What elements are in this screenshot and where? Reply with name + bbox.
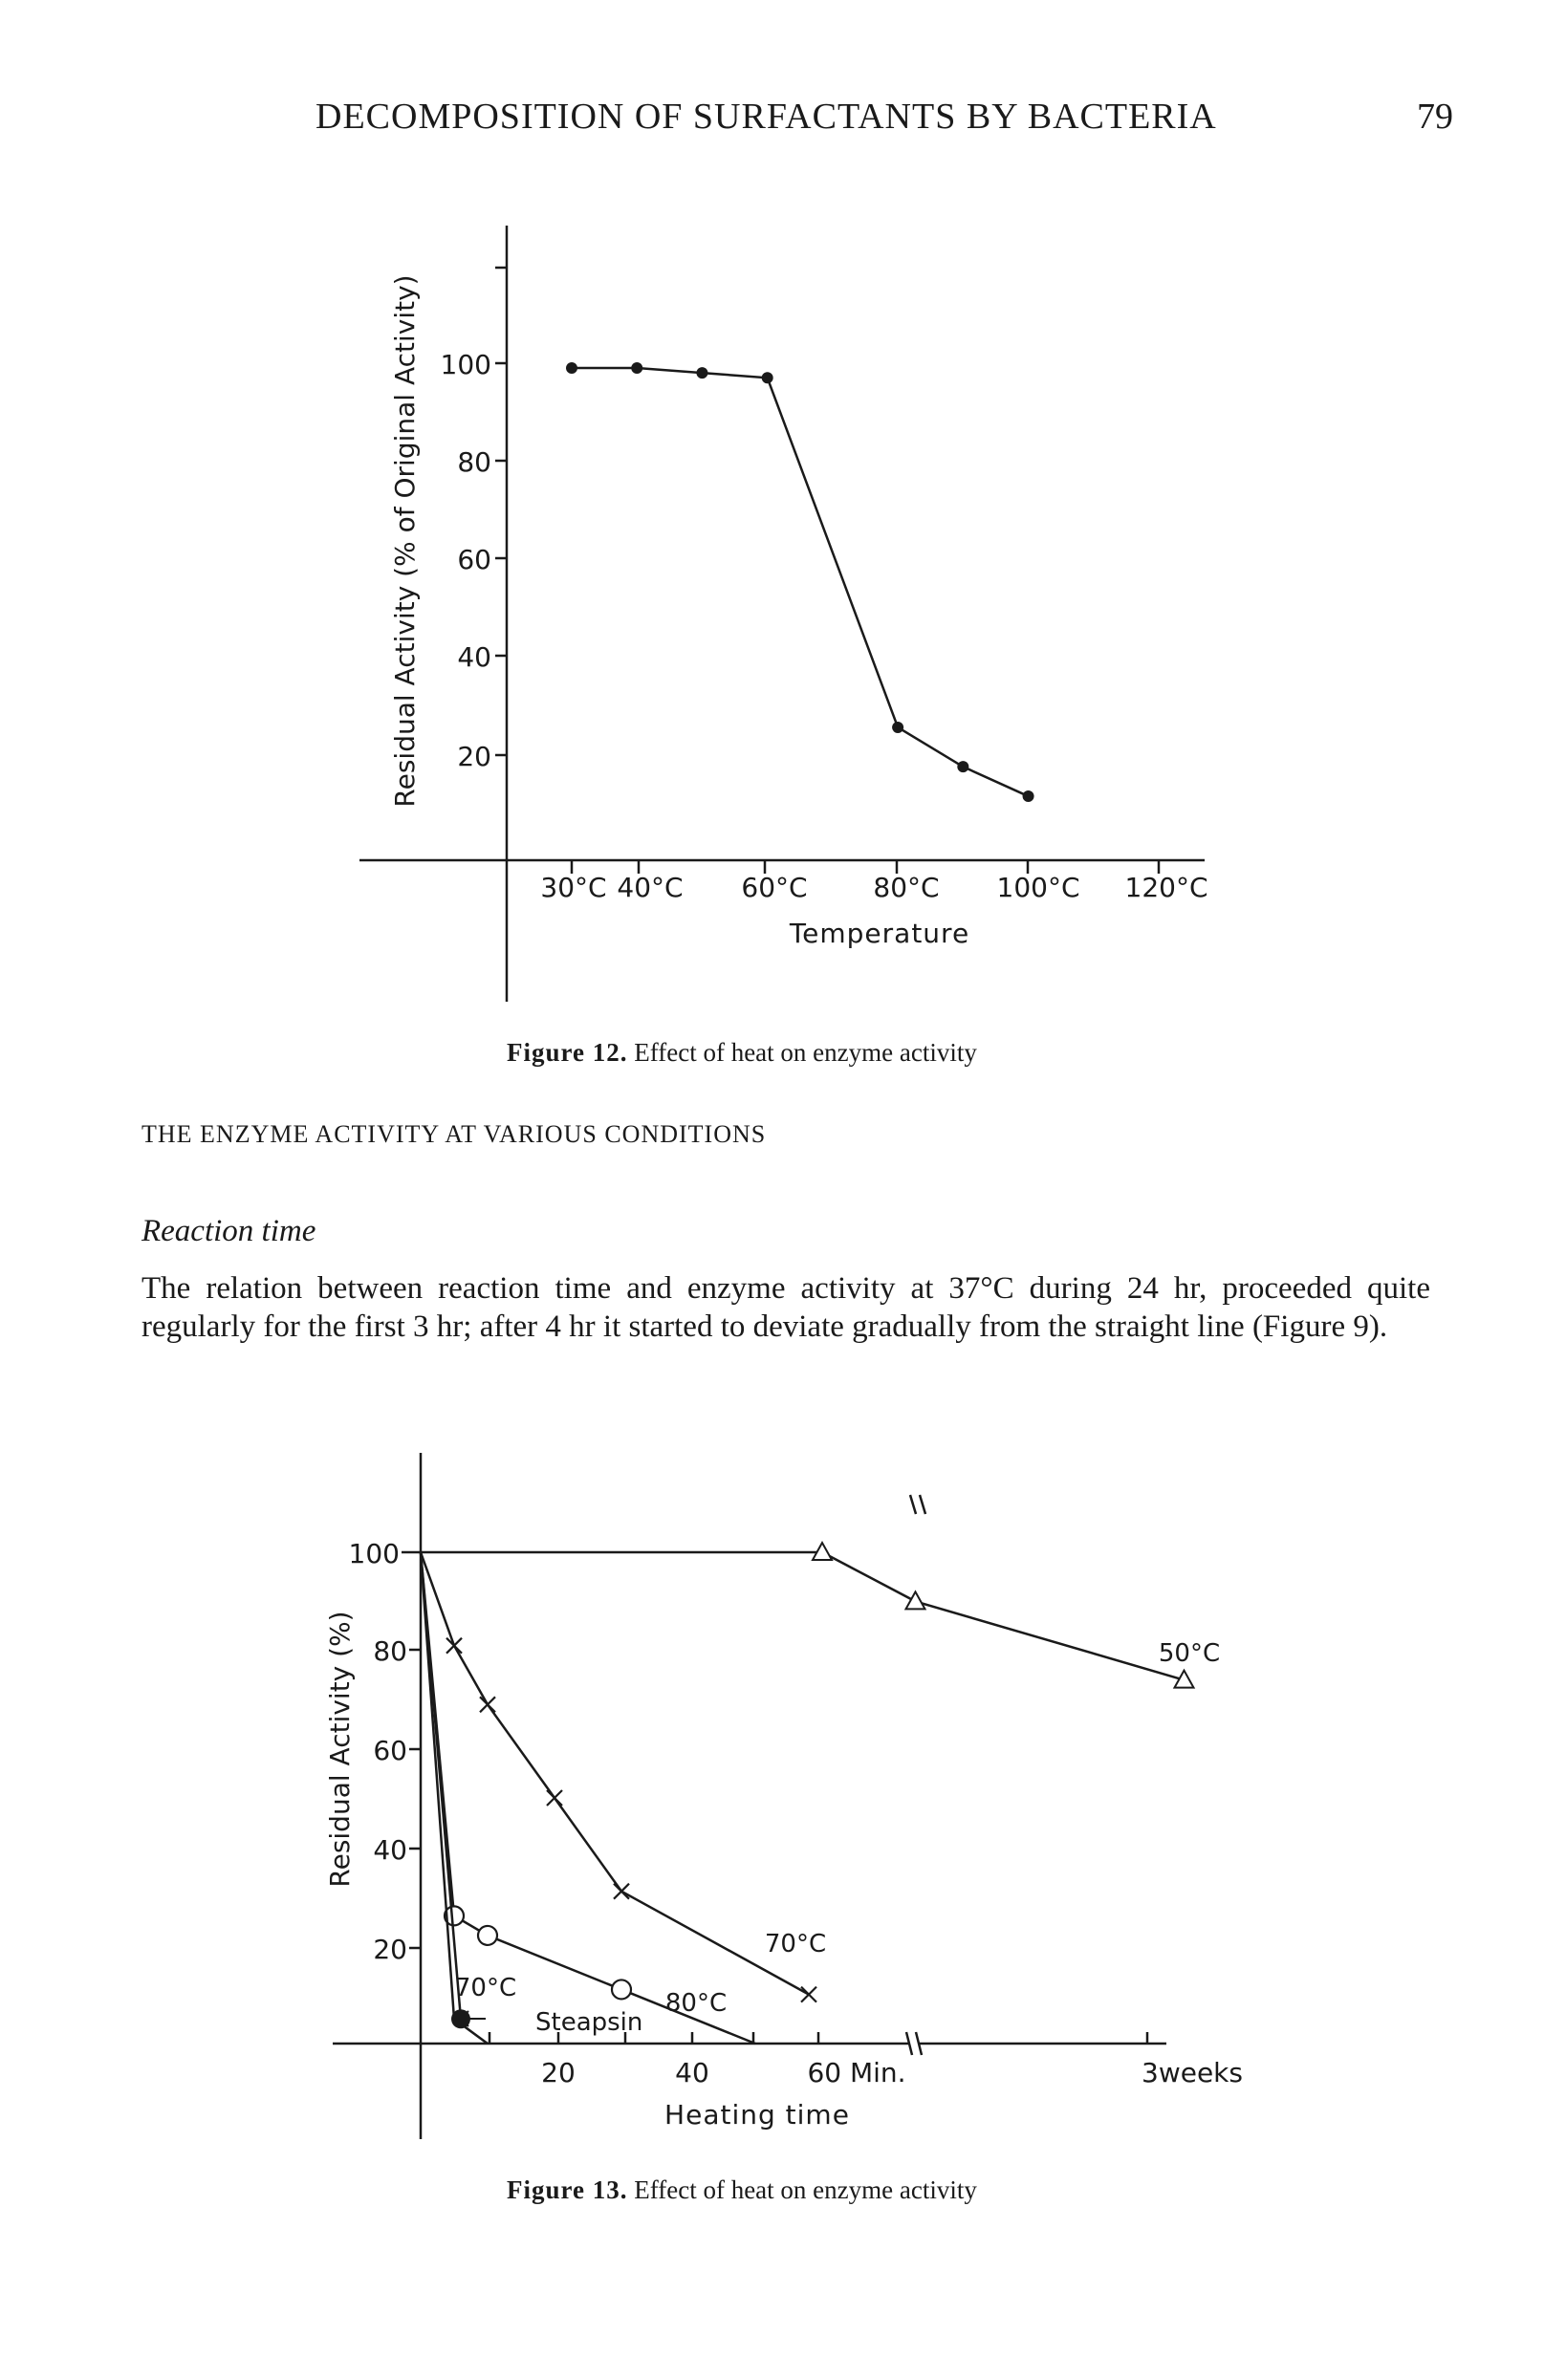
fig13-y-axis-label: Residual Activity (%) bbox=[324, 1611, 356, 1888]
fig12-data-point bbox=[892, 722, 903, 733]
fig12-data-point bbox=[762, 372, 773, 383]
fig12-x-tick-label: 40°C bbox=[617, 872, 684, 903]
running-head: DECOMPOSITION OF SURFACTANTS BY BACTERIA bbox=[315, 97, 1217, 137]
fig12-data-point bbox=[696, 367, 707, 379]
fig12-y-tick-label: 80 bbox=[457, 446, 491, 478]
fig12-y-axis-label: Residual Activity (% of Original Activity) bbox=[389, 274, 421, 808]
fig12-y-tick-label: 20 bbox=[457, 741, 491, 772]
fig13-open-circle-marker bbox=[612, 1980, 631, 1999]
fig12-y-tick-label: 60 bbox=[457, 544, 491, 575]
fig13-triangle-marker bbox=[906, 1591, 925, 1609]
fig13-y-tick-label: 20 bbox=[373, 1934, 407, 1965]
fig13-y-tick-label: 60 bbox=[373, 1735, 407, 1766]
figure-13-chart bbox=[0, 1434, 1566, 2160]
fig13-cross-marker bbox=[547, 1790, 562, 1806]
figure-12-label: Figure 12. bbox=[507, 1038, 628, 1067]
fig13-line-break-mark bbox=[910, 1495, 925, 1514]
fig13-series-label: 50°C bbox=[1158, 1639, 1221, 1668]
fig12-x-tick-label: 60°C bbox=[741, 872, 808, 903]
figure-13-caption-text: Effect of heat on enzyme activity bbox=[634, 2175, 977, 2204]
fig12-data-point bbox=[631, 362, 642, 374]
fig12-x-tick-label: 100°C bbox=[996, 872, 1080, 903]
fig13-x-axis-label: Heating time bbox=[664, 2099, 850, 2131]
fig13-line-70-c-steep bbox=[421, 1552, 488, 2044]
fig13-line-steapsin bbox=[421, 1552, 461, 2019]
fig12-x-tick-label: 80°C bbox=[873, 872, 940, 903]
figure-13-caption bbox=[507, 2175, 977, 2205]
figure-12-caption bbox=[507, 1038, 977, 1068]
fig13-y-tick-label: 40 bbox=[373, 1834, 407, 1866]
fig13-line-80-c bbox=[421, 1552, 755, 2044]
fig13-y-tick-label: 100 bbox=[348, 1538, 400, 1569]
fig12-data-point bbox=[1023, 790, 1034, 802]
subsection-heading: Reaction time bbox=[141, 1214, 316, 1248]
fig13-cross-marker bbox=[446, 1638, 462, 1654]
fig12-x-tick-label: 30°C bbox=[540, 872, 607, 903]
fig12-x-tick-label: 120°C bbox=[1124, 872, 1208, 903]
fig13-x-tick-label: 60 Min. bbox=[807, 2057, 906, 2088]
fig13-x-tick-label: 3weeks bbox=[1142, 2057, 1243, 2088]
fig13-cross-marker bbox=[801, 1987, 816, 2002]
body-paragraph: The relation between reaction time and enzyme activity at 37°C during 24 hr, proceeded quite regularly for the first 3 hr; after 4 hr it started to deviate gradually from the straight line (Figure 9). bbox=[141, 1271, 1430, 1344]
fig13-line-70-c-cross bbox=[421, 1552, 809, 1995]
fig12-y-ticks bbox=[495, 363, 507, 755]
fig12-y-tick-label: 100 bbox=[440, 349, 491, 380]
fig12-data-point bbox=[566, 362, 577, 374]
fig13-x-tick-label: 20 bbox=[541, 2057, 576, 2088]
fig13-cross-marker bbox=[480, 1697, 495, 1712]
fig12-y-tick-label: 40 bbox=[457, 641, 491, 673]
fig13-series-label: Steapsin bbox=[535, 2008, 643, 2037]
fig13-cross-marker bbox=[614, 1884, 629, 1899]
section-heading: THE ENZYME ACTIVITY AT VARIOUS CONDITIONS bbox=[141, 1120, 767, 1148]
page-number: 79 bbox=[1417, 97, 1453, 137]
fig12-x-axis-label: Temperature bbox=[789, 918, 970, 949]
fig12-activity-line bbox=[572, 368, 1029, 796]
fig13-open-circle-marker bbox=[478, 1926, 497, 1945]
fig12-data-point bbox=[957, 761, 968, 772]
fig13-x-tick-label: 40 bbox=[675, 2057, 709, 2088]
fig13-series-label: 70°C bbox=[764, 1930, 827, 1958]
fig13-series-label: 70°C bbox=[454, 1974, 517, 2002]
figure-13-label: Figure 13. bbox=[507, 2175, 628, 2204]
figure-12-caption-text: Effect of heat on enzyme activity bbox=[634, 1038, 977, 1067]
fig13-y-tick-label: 80 bbox=[373, 1635, 407, 1667]
figure-12-chart bbox=[0, 0, 1566, 1032]
fig13-series-label: 80°C bbox=[664, 1989, 728, 2018]
fig13-line-50-c bbox=[421, 1552, 1185, 1680]
